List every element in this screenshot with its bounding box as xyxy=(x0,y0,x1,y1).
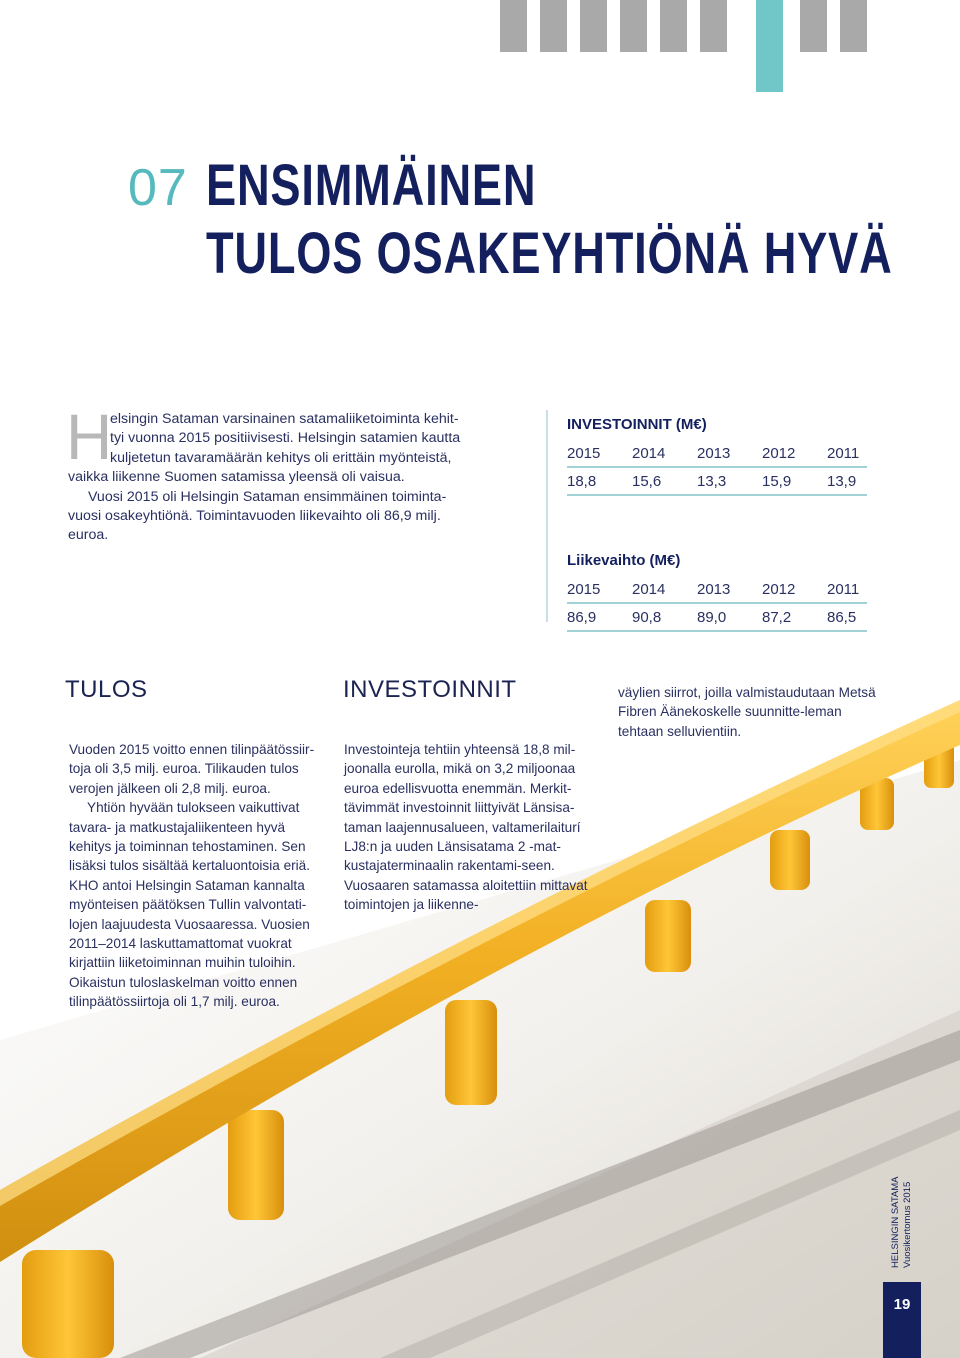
year-cell: 2013 xyxy=(697,581,731,598)
tulos-heading: TULOS xyxy=(65,676,148,703)
year-cell: 2011 xyxy=(827,445,860,462)
value-cell: 18,8 xyxy=(567,473,597,490)
investoinnit-continued-paragraph: väylien siirrot, joilla valmistaudutaan Metsä Fibren Äänekoskelle suunnitte-leman tehtaan selluvientiin. xyxy=(618,685,876,739)
revenue-table-title: Liikevaihto (M€) xyxy=(567,552,681,569)
years-row xyxy=(567,440,867,468)
grey-bar xyxy=(620,0,647,52)
investoinnit-heading: INVESTOINNIT xyxy=(343,676,517,703)
intro-paragraph-2: Vuosi 2015 oli Helsingin Sataman ensimmäinen toiminta-vuosi osakeyhtiönä. Toimintavuoden liikevaihto oli 86,9 milj. euroa. xyxy=(68,488,447,544)
investments-table-title: INVESTOINNIT (M€) xyxy=(567,416,707,433)
chapter-number: 07 xyxy=(128,159,188,217)
grey-bar xyxy=(500,0,527,52)
investoinnit-text xyxy=(344,740,599,915)
drop-cap: H xyxy=(66,401,113,473)
year-cell: 2012 xyxy=(762,581,796,598)
values-row xyxy=(567,604,867,632)
grey-bar xyxy=(540,0,567,52)
divider-line xyxy=(546,410,548,622)
intro-line: kuljetetun tavaramäärän kehitys oli erittäin myönteistä, xyxy=(110,449,452,466)
value-cell: 13,9 xyxy=(827,473,857,490)
value-cell: 89,0 xyxy=(697,609,727,626)
investments-table xyxy=(567,416,867,496)
intro-paragraph-1 xyxy=(68,410,468,488)
grey-bar xyxy=(840,0,867,52)
value-cell: 90,8 xyxy=(632,609,662,626)
revenue-table xyxy=(567,552,867,632)
top-decorative-bars xyxy=(500,0,880,92)
teal-accent-bar xyxy=(756,0,783,92)
investoinnit-paragraph: Investointeja tehtiin yhteensä 18,8 mil-joonalla eurolla, mikä on 3,2 miljoonaa euroa edellisvuotta enemmän. Merkit-tävimmät investoinnit liittyivät Länsisa-taman laajennusalueen, valtamerilaiturí LJ8:n ja uuden Länsisatama 2 -mat-kustajaterminaalin rakentami-seen. Vuosaaren satamassa aloitettiin mittavat toimintojen ja liikenne- xyxy=(344,742,588,913)
value-cell: 15,9 xyxy=(762,473,792,490)
page-number: 19 xyxy=(893,1296,911,1313)
grey-bar xyxy=(580,0,607,52)
year-cell: 2014 xyxy=(632,581,666,598)
intro-line: vaikka liikenne Suomen satamissa yleensä oli vaisua. xyxy=(68,469,405,486)
footer-report: Vuosikertomus 2015 xyxy=(902,1181,913,1268)
year-cell: 2014 xyxy=(632,445,666,462)
intro-line: tyi vuonna 2015 positiivisesti. Helsingin satamien kautta xyxy=(110,430,461,447)
year-cell: 2015 xyxy=(567,581,601,598)
value-cell: 86,5 xyxy=(827,609,857,626)
title-line-2: TULOS OSAKEYHTIÖNÄ HYVÄ xyxy=(206,221,893,286)
footer-org: HELSINGIN SATAMA xyxy=(890,1176,901,1268)
year-cell: 2013 xyxy=(697,445,731,462)
values-row xyxy=(567,468,867,496)
tulos-text xyxy=(69,740,324,1012)
years-row xyxy=(567,576,867,604)
value-cell: 13,3 xyxy=(697,473,727,490)
tulos-paragraph-1: Vuoden 2015 voitto ennen tilinpäätössiir-toja oli 3,5 milj. euroa. Tilikauden tulos verojen jälkeen oli 2,8 milj. euroa. xyxy=(69,742,315,796)
year-cell: 2015 xyxy=(567,445,601,462)
year-cell: 2011 xyxy=(827,581,860,598)
value-cell: 87,2 xyxy=(762,609,792,626)
grey-bar xyxy=(700,0,727,52)
value-cell: 15,6 xyxy=(632,473,662,490)
intro-text xyxy=(66,401,468,546)
page-number-box xyxy=(883,1282,921,1358)
value-cell: 86,9 xyxy=(567,609,597,626)
grey-bar xyxy=(660,0,687,52)
tulos-paragraph-2: Yhtiön hyvään tulokseen vaikuttivat tavara- ja matkustajaliikenteen hyvä kehitys ja toiminnan tehostaminen. Sen lisäksi tulos sisältää kertaluontoisia eriä. KHO antoi Helsingin Sataman kannalta myönteisen päätöksen Tullin valvontati-lojen laajuudesta Vuosaaressa. Vuosien 2011–2014 laskuttamattomat vuokrat kirjattiin liiketoiminnan muihin tuloihin. Oikaistun tuloslaskelman voitto ennen tilinpäätössiirtoja oli 1,7 milj. euroa. xyxy=(69,800,311,1010)
year-cell: 2012 xyxy=(762,445,796,462)
intro-line: elsingin Sataman varsinainen satamaliiketoiminta kehit- xyxy=(110,411,459,427)
title-line-1: ENSIMMÄINEN xyxy=(206,153,537,218)
grey-bar xyxy=(800,0,827,52)
investoinnit-continued-text xyxy=(618,683,883,741)
